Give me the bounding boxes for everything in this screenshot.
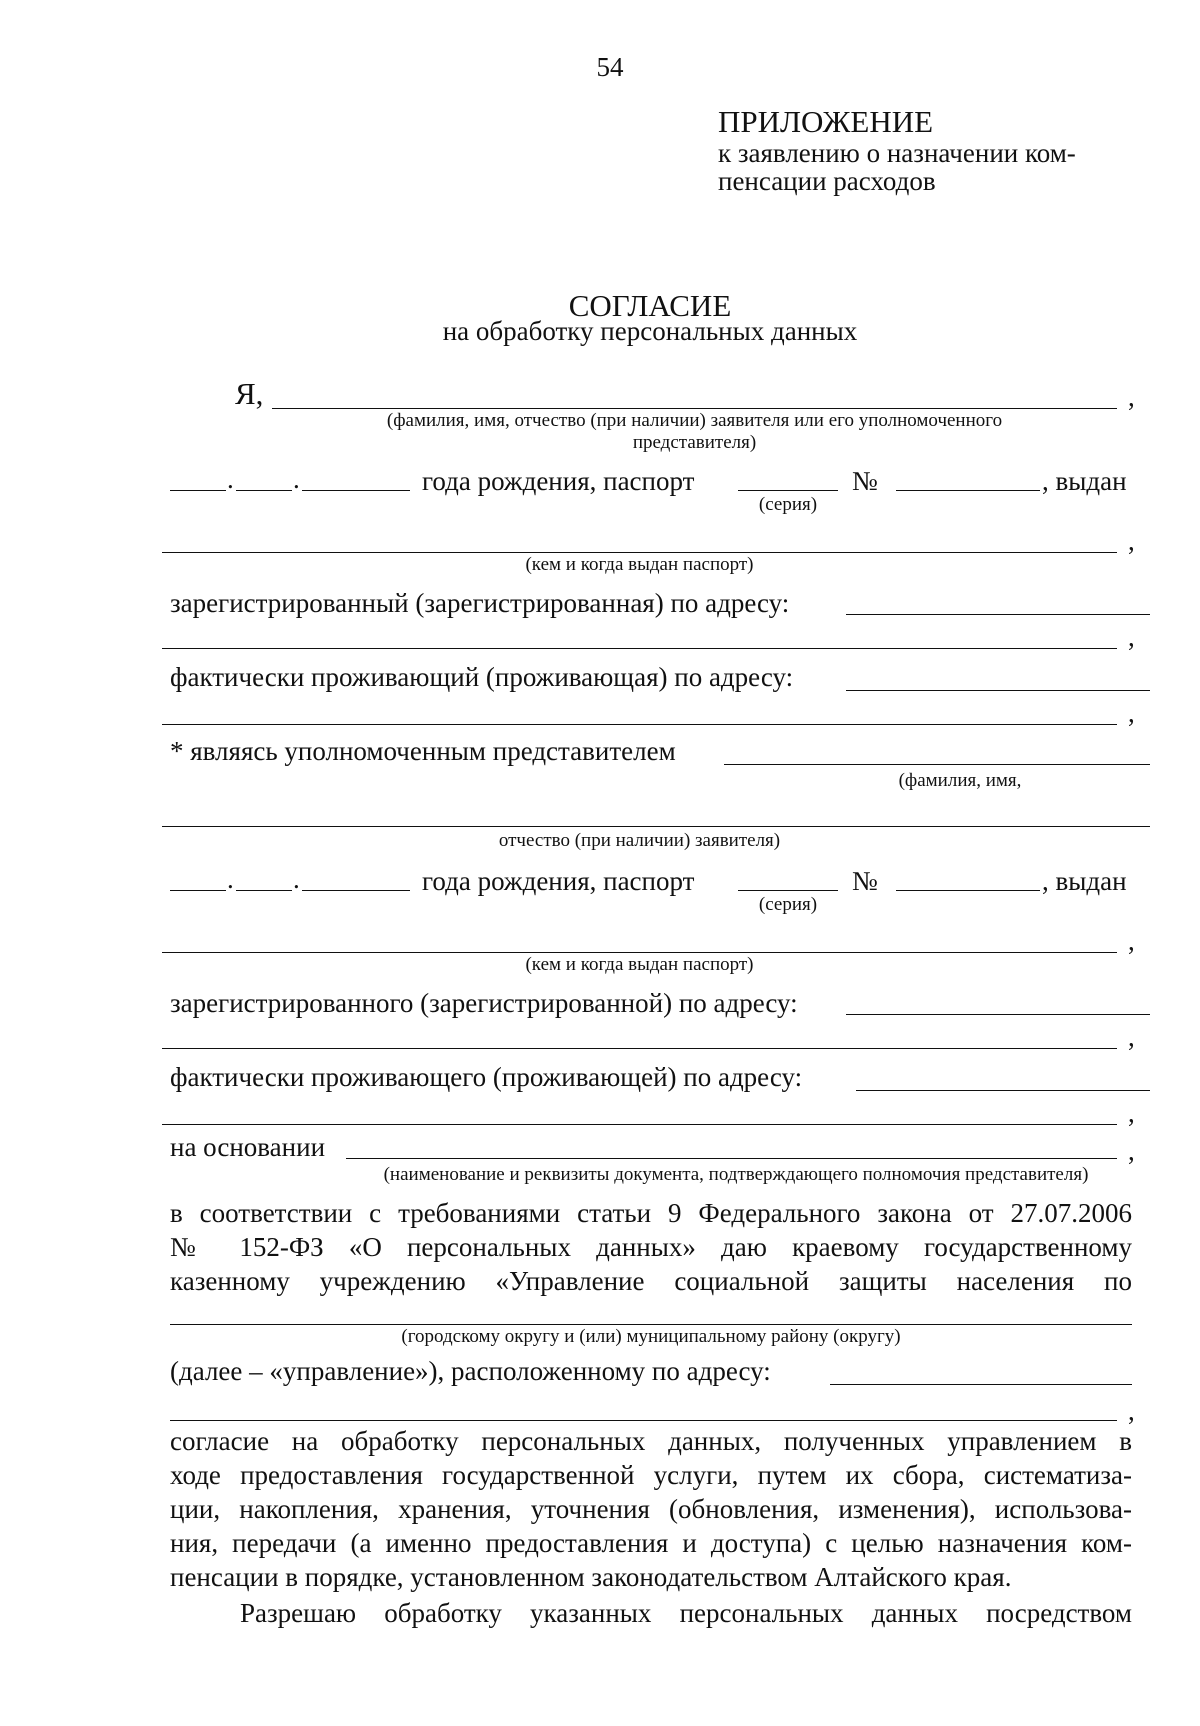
birth-passport-label: года рождения, паспорт xyxy=(422,466,695,496)
residing-rep-address-field-2[interactable] xyxy=(162,1124,1117,1125)
registered-address-field[interactable] xyxy=(846,614,1150,615)
heading-title: СОГЛАСИЕ xyxy=(568,288,732,323)
birth-passport-label: года рождения, паспорт xyxy=(422,866,695,896)
appendix-line-2: пенсации расходов xyxy=(718,166,936,196)
trailing-comma: , xyxy=(1128,382,1135,412)
paragraph-line: согласие на обработку персональных данных, полученных управлением в xyxy=(170,1426,1132,1456)
passport-number-field[interactable] xyxy=(896,490,1040,491)
registered-rep-address-field[interactable] xyxy=(846,1014,1150,1015)
paragraph-line: казенному учреждению «Управление социальной защиты населения по xyxy=(170,1266,1132,1296)
department-address-field-2[interactable] xyxy=(170,1420,1117,1421)
trailing-comma: , xyxy=(1128,698,1135,728)
paragraph-line: ния, передачи (а именно предоставления и доступа) с целью назначения ком- xyxy=(170,1528,1132,1558)
paragraph-line: № 152-ФЗ «О персональных данных» даю краевому государственному xyxy=(170,1232,1132,1262)
ya-label: Я, xyxy=(235,376,264,411)
birth-year-field[interactable] xyxy=(302,490,410,491)
rep-birth-month-field[interactable] xyxy=(236,890,292,891)
trailing-comma: , xyxy=(1128,1136,1135,1166)
issued-by-caption: (кем и когда выдан паспорт) xyxy=(525,954,754,975)
passport-series-field[interactable] xyxy=(738,490,838,491)
page-number: 54 xyxy=(596,52,624,82)
number-sign: № xyxy=(852,866,878,896)
residing-rep-label: фактически проживающего (проживающей) по адресу: xyxy=(170,1062,803,1092)
trailing-comma: , xyxy=(1128,1022,1135,1052)
appendix-line-1: к заявлению о назначении ком- xyxy=(718,138,1076,168)
issued-by-caption: (кем и когда выдан паспорт) xyxy=(525,554,754,575)
representative-of-field[interactable] xyxy=(724,764,1150,765)
basis-caption: (наименование и реквизиты документа, подтверждающего полномочия представителя) xyxy=(383,1164,1089,1185)
passport-issued-by-field[interactable] xyxy=(162,552,1117,553)
number-sign: № xyxy=(852,466,878,496)
fio-caption-2: представителя) xyxy=(632,432,757,453)
representative-label: * являясь уполномоченным представителем xyxy=(170,736,676,766)
date-separator: . xyxy=(227,864,234,894)
date-separator: . xyxy=(227,464,234,494)
residing-rep-address-field[interactable] xyxy=(856,1090,1150,1091)
applicant-fio-field[interactable] xyxy=(272,408,1117,409)
birth-day-field[interactable] xyxy=(170,490,226,491)
rep-passport-number-field[interactable] xyxy=(896,890,1040,891)
trailing-comma: , xyxy=(1128,622,1135,652)
department-address-field[interactable] xyxy=(830,1384,1132,1385)
paragraph-line: ции, накопления, хранения, уточнения (обновления, изменения), использова- xyxy=(170,1494,1132,1524)
paragraph-permission: Разрешаю обработку указанных персональных данных посредством xyxy=(240,1598,1132,1628)
registered-rep-address-field-2[interactable] xyxy=(162,1048,1117,1049)
paragraph-line: ходе предоставления государственной услуги, путем их сбора, систематиза- xyxy=(170,1460,1132,1490)
basis-document-field[interactable] xyxy=(346,1158,1117,1159)
registered-address-field-2[interactable] xyxy=(162,648,1117,649)
department-address-label: (далее – «управление»), расположенному по адресу: xyxy=(170,1356,771,1386)
rep-birth-year-field[interactable] xyxy=(302,890,410,891)
date-separator: . xyxy=(293,864,300,894)
issued-label: , выдан xyxy=(1042,866,1127,896)
rep-caption-1: (фамилия, имя, xyxy=(898,770,1022,791)
trailing-comma: , xyxy=(1128,1098,1135,1128)
trailing-comma: , xyxy=(1128,526,1135,556)
rep-passport-issued-by-field[interactable] xyxy=(162,952,1117,953)
rep-caption-2: отчество (при наличии) заявителя) xyxy=(498,830,781,851)
rep-passport-series-field[interactable] xyxy=(738,890,838,891)
district-caption: (городскому округу и (или) муниципальному району (округу) xyxy=(401,1326,901,1347)
representative-of-field-2[interactable] xyxy=(162,826,1150,827)
registered-rep-label: зарегистрированного (зарегистрированной) по адресу: xyxy=(170,988,798,1018)
residing-address-field-2[interactable] xyxy=(162,724,1117,725)
paragraph-line: пенсации в порядке, установленном законодательством Алтайского края. xyxy=(170,1562,1012,1592)
series-caption: (серия) xyxy=(758,494,818,515)
trailing-comma: , xyxy=(1128,1396,1135,1426)
series-caption: (серия) xyxy=(758,894,818,915)
district-field[interactable] xyxy=(170,1324,1132,1325)
appendix-title: ПРИЛОЖЕНИЕ xyxy=(718,104,934,139)
basis-label: на основании xyxy=(170,1132,326,1162)
date-separator: . xyxy=(293,464,300,494)
fio-caption-1: (фамилия, имя, отчество (при наличии) заявителя или его уполномоченного xyxy=(386,410,1003,431)
paragraph-line: в соответствии с требованиями статьи 9 Федерального закона от 27.07.2006 xyxy=(170,1198,1132,1228)
residing-address-field[interactable] xyxy=(846,690,1150,691)
residing-label: фактически проживающий (проживающая) по адресу: xyxy=(170,662,794,692)
rep-birth-day-field[interactable] xyxy=(170,890,226,891)
heading-subtitle: на обработку персональных данных xyxy=(442,316,858,346)
registered-label: зарегистрированный (зарегистрированная) по адресу: xyxy=(170,588,790,618)
birth-month-field[interactable] xyxy=(236,490,292,491)
trailing-comma: , xyxy=(1128,926,1135,956)
issued-label: , выдан xyxy=(1042,466,1127,496)
